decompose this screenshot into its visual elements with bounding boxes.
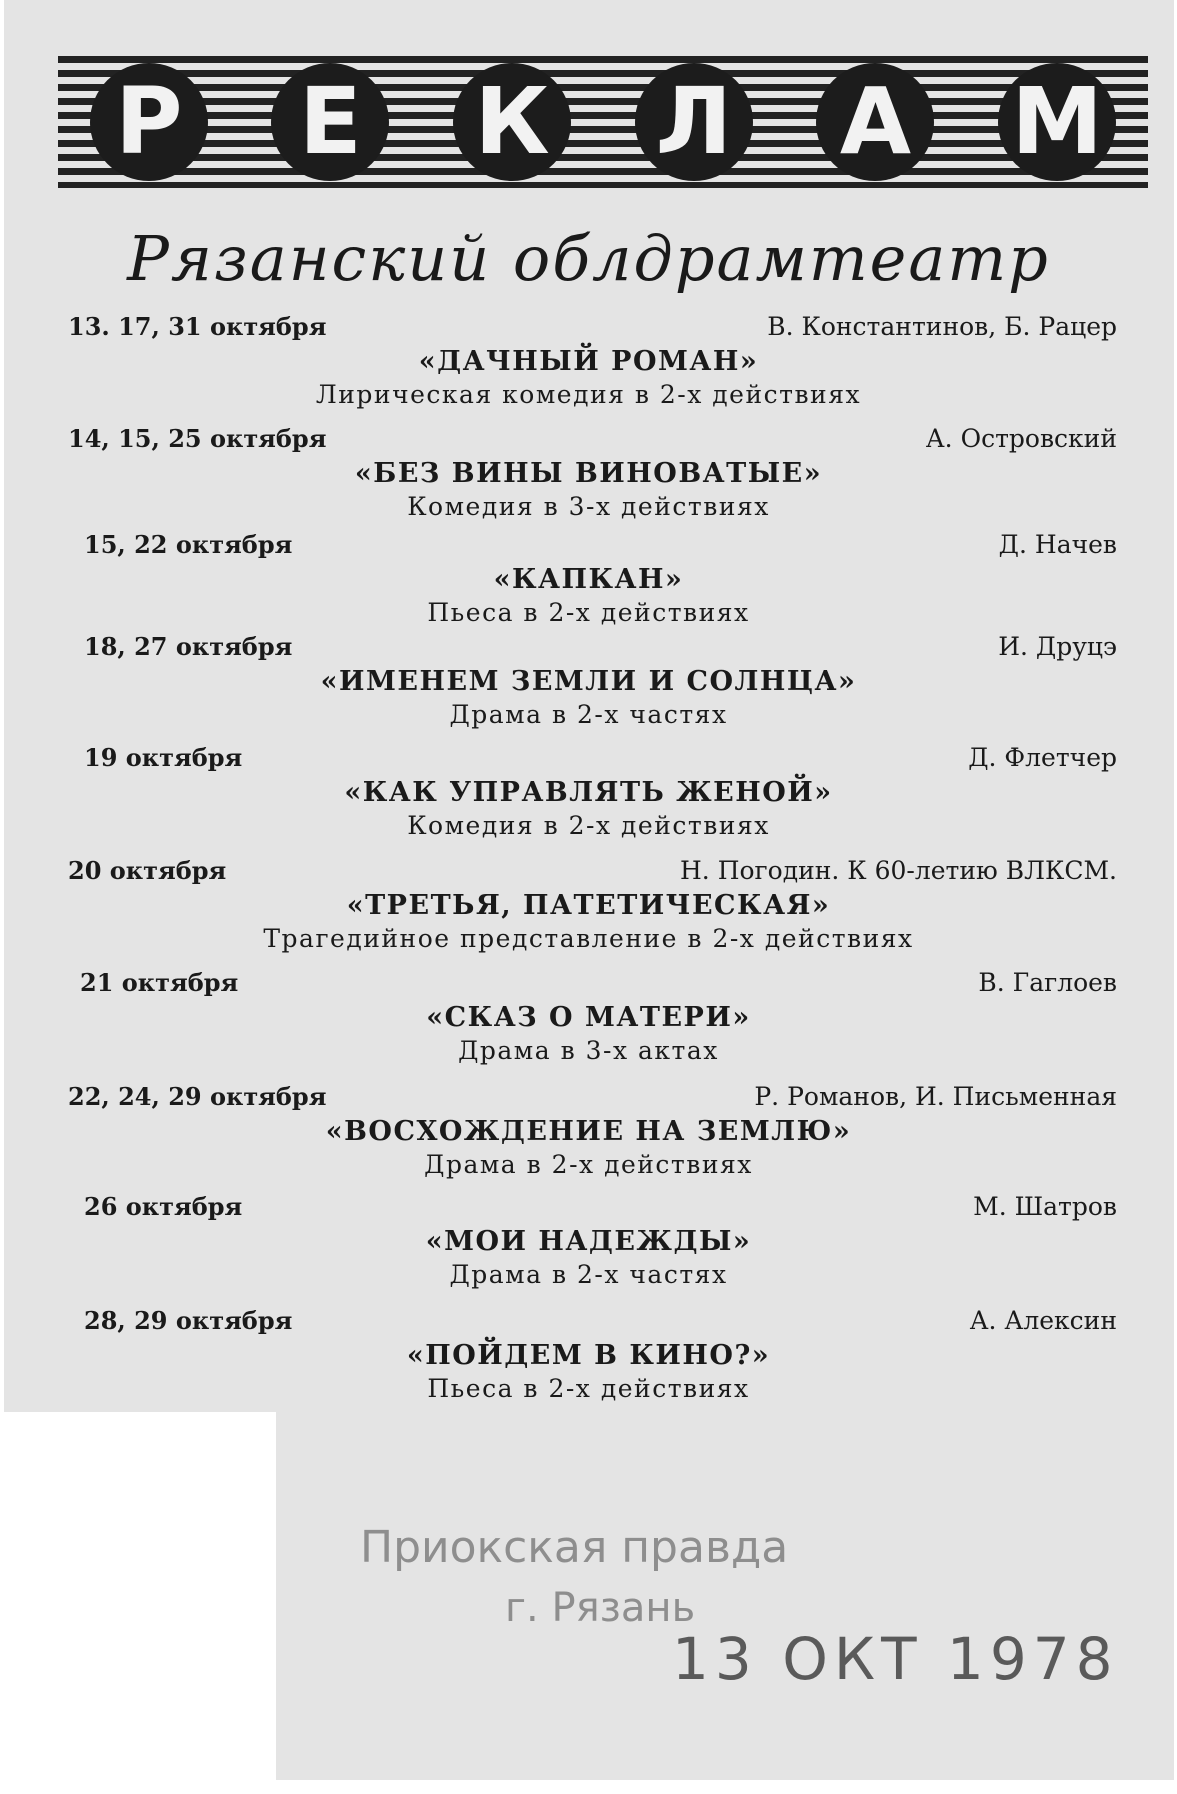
listing-author: И. Друцэ (998, 632, 1117, 661)
listing-title: «ПОЙДЕМ В КИНО?» (406, 1340, 771, 1371)
listing-dates: 20 октября (68, 856, 227, 885)
listing-title: «ТРЕТЬЯ, ПАТЕТИЧЕСКАЯ» (346, 890, 831, 921)
listing-item (0, 968, 1177, 1078)
listing-dates: 19 октября (84, 743, 243, 772)
listing-item (0, 632, 1177, 742)
banner-letters (58, 56, 1148, 188)
banner-letter: М (998, 63, 1116, 181)
listing-author: А. Островский (925, 424, 1117, 453)
banner-letter: Л (635, 63, 753, 181)
listing-genre: Пьеса в 2-х действиях (427, 1374, 750, 1403)
banner-letter: Р (90, 63, 208, 181)
listing-item (0, 424, 1177, 534)
listing-title: «ВОСХОЖДЕНИЕ НА ЗЕМЛЮ» (325, 1116, 852, 1147)
listing-item (0, 1306, 1177, 1416)
listing-genre: Комедия в 3-х действиях (407, 492, 770, 521)
banner-letter: К (453, 63, 571, 181)
listing-genre: Драма в 2-х частях (449, 700, 728, 729)
clipping-lower-sheet (276, 1410, 1174, 1780)
listing-title: «МОИ НАДЕЖДЫ» (425, 1226, 752, 1257)
listing-genre: Драма в 2-х частях (449, 1260, 728, 1289)
listing-dates: 22, 24, 29 октября (68, 1082, 327, 1111)
listing-title: «ИМЕНЕМ ЗЕМЛИ И СОЛНЦА» (320, 666, 857, 697)
theatre-name: Рязанский облдрамтеатр (127, 222, 1050, 295)
listing-author: Д. Флетчер (968, 743, 1117, 772)
banner-letter: Е (271, 63, 389, 181)
listing-item (0, 312, 1177, 422)
listing-author: Н. Погодин. К 60-летию ВЛКСМ. (680, 856, 1117, 885)
listing-title: «КАК УПРАВЛЯТЬ ЖЕНОЙ» (344, 777, 833, 808)
listing-genre: Пьеса в 2-х действиях (427, 598, 750, 627)
listing-author: Р. Романов, И. Письменная (754, 1082, 1117, 1111)
listing-item (0, 743, 1177, 853)
listing-item (0, 1192, 1177, 1302)
listing-dates: 14, 15, 25 октября (68, 424, 327, 453)
listing-dates: 18, 27 октября (84, 632, 293, 661)
listing-author: В. Гаглоев (978, 968, 1117, 997)
listing-author: Д. Начев (998, 530, 1117, 559)
listing-genre: Драма в 2-х действиях (424, 1150, 753, 1179)
listing-genre: Драма в 3-х актах (458, 1036, 719, 1065)
listing-genre: Трагедийное представление в 2-х действиях (263, 924, 914, 953)
newspaper-stamp: Приокская правда (360, 1522, 789, 1573)
listing-dates: 28, 29 октября (84, 1306, 293, 1335)
listing-item (0, 856, 1177, 966)
listing-title: «ДАЧНЫЙ РОМАН» (418, 346, 759, 377)
listing-genre: Лирическая комедия в 2-х действиях (315, 380, 862, 409)
listing-dates: 26 октября (84, 1192, 243, 1221)
listing-title: «БЕЗ ВИНЫ ВИНОВАТЫЕ» (354, 458, 823, 489)
date-stamp: 13 ОКТ 1978 (672, 1625, 1119, 1693)
listing-title: «КАПКАН» (493, 564, 684, 595)
listing-dates: 13. 17, 31 октября (68, 312, 327, 341)
advertisement-banner (58, 56, 1148, 188)
city-stamp: г. Рязань (505, 1585, 696, 1631)
listing-dates: 15, 22 октября (84, 530, 293, 559)
listing-author: А. Алексин (969, 1306, 1117, 1335)
listing-author: В. Константинов, Б. Рацер (767, 312, 1117, 341)
listing-title: «СКАЗ О МАТЕРИ» (426, 1002, 751, 1033)
listing-genre: Комедия в 2-х действиях (407, 811, 770, 840)
listing-author: М. Шатров (973, 1192, 1117, 1221)
banner-letter: А (816, 63, 934, 181)
listing-dates: 21 октября (80, 968, 239, 997)
listing-item (0, 1082, 1177, 1192)
listing-item (0, 530, 1177, 640)
